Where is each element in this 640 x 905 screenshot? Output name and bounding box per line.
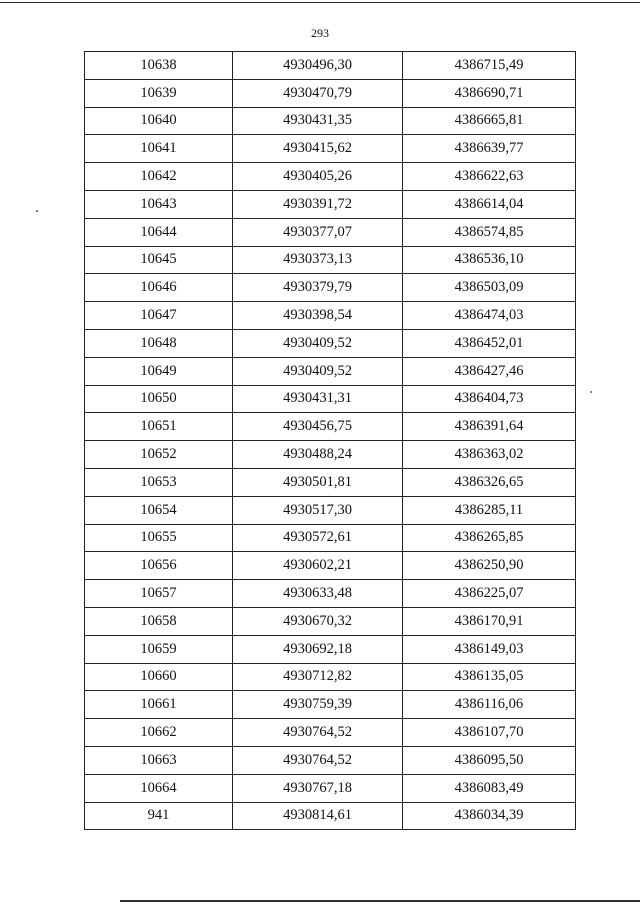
x-coordinate-cell: 4930377,07 xyxy=(233,218,403,246)
y-coordinate-cell: 4386574,85 xyxy=(403,218,576,246)
y-coordinate-cell: 4386265,85 xyxy=(403,524,576,552)
table-row xyxy=(85,329,576,357)
y-coordinate-cell: 4386503,09 xyxy=(403,274,576,302)
point-number-cell: 10652 xyxy=(85,441,233,469)
point-number-cell: 10638 xyxy=(85,52,233,80)
point-number-cell: 941 xyxy=(85,802,233,830)
point-number-cell: 10647 xyxy=(85,302,233,330)
x-coordinate-cell: 4930633,48 xyxy=(233,580,403,608)
table-row xyxy=(85,774,576,802)
x-coordinate-cell: 4930431,35 xyxy=(233,107,403,135)
y-coordinate-cell: 4386427,46 xyxy=(403,357,576,385)
x-coordinate-cell: 4930409,52 xyxy=(233,329,403,357)
table-row xyxy=(85,468,576,496)
x-coordinate-cell: 4930373,13 xyxy=(233,246,403,274)
y-coordinate-cell: 4386665,81 xyxy=(403,107,576,135)
point-number-cell: 10651 xyxy=(85,413,233,441)
table-row xyxy=(85,691,576,719)
point-number-cell: 10640 xyxy=(85,107,233,135)
table-row xyxy=(85,218,576,246)
table-row xyxy=(85,190,576,218)
x-coordinate-cell: 4930409,52 xyxy=(233,357,403,385)
y-coordinate-cell: 4386083,49 xyxy=(403,774,576,802)
table-row xyxy=(85,274,576,302)
table-row xyxy=(85,607,576,635)
x-coordinate-cell: 4930398,54 xyxy=(233,302,403,330)
point-number-cell: 10663 xyxy=(85,746,233,774)
y-coordinate-cell: 4386391,64 xyxy=(403,413,576,441)
point-number-cell: 10646 xyxy=(85,274,233,302)
y-coordinate-cell: 4386107,70 xyxy=(403,719,576,747)
table-row xyxy=(85,302,576,330)
y-coordinate-cell: 4386095,50 xyxy=(403,746,576,774)
table-row xyxy=(85,802,576,830)
point-number-cell: 10639 xyxy=(85,79,233,107)
table-row xyxy=(85,79,576,107)
point-number-cell: 10645 xyxy=(85,246,233,274)
point-number-cell: 10660 xyxy=(85,663,233,691)
x-coordinate-cell: 4930431,31 xyxy=(233,385,403,413)
scan-speck xyxy=(36,210,38,212)
x-coordinate-cell: 4930517,30 xyxy=(233,496,403,524)
table-row xyxy=(85,246,576,274)
table-row xyxy=(85,385,576,413)
table-row xyxy=(85,663,576,691)
table-row xyxy=(85,163,576,191)
point-number-cell: 10664 xyxy=(85,774,233,802)
x-coordinate-cell: 4930602,21 xyxy=(233,552,403,580)
point-number-cell: 10659 xyxy=(85,635,233,663)
y-coordinate-cell: 4386639,77 xyxy=(403,135,576,163)
x-coordinate-cell: 4930405,26 xyxy=(233,163,403,191)
y-coordinate-cell: 4386614,04 xyxy=(403,190,576,218)
y-coordinate-cell: 4386452,01 xyxy=(403,329,576,357)
x-coordinate-cell: 4930764,52 xyxy=(233,746,403,774)
y-coordinate-cell: 4386536,10 xyxy=(403,246,576,274)
y-coordinate-cell: 4386474,03 xyxy=(403,302,576,330)
y-coordinate-cell: 4386690,71 xyxy=(403,79,576,107)
scan-speck xyxy=(590,391,592,393)
table-row xyxy=(85,357,576,385)
point-number-cell: 10655 xyxy=(85,524,233,552)
point-number-cell: 10658 xyxy=(85,607,233,635)
table-row xyxy=(85,524,576,552)
table-row xyxy=(85,107,576,135)
x-coordinate-cell: 4930692,18 xyxy=(233,635,403,663)
table-row xyxy=(85,52,576,80)
table-row xyxy=(85,552,576,580)
x-coordinate-cell: 4930379,79 xyxy=(233,274,403,302)
table-row xyxy=(85,441,576,469)
x-coordinate-cell: 4930767,18 xyxy=(233,774,403,802)
y-coordinate-cell: 4386034,39 xyxy=(403,802,576,830)
x-coordinate-cell: 4930488,24 xyxy=(233,441,403,469)
y-coordinate-cell: 4386116,06 xyxy=(403,691,576,719)
coordinates-table xyxy=(84,51,576,830)
y-coordinate-cell: 4386363,02 xyxy=(403,441,576,469)
y-coordinate-cell: 4386225,07 xyxy=(403,580,576,608)
point-number-cell: 10644 xyxy=(85,218,233,246)
x-coordinate-cell: 4930470,79 xyxy=(233,79,403,107)
table-row xyxy=(85,496,576,524)
point-number-cell: 10656 xyxy=(85,552,233,580)
x-coordinate-cell: 4930670,32 xyxy=(233,607,403,635)
point-number-cell: 10643 xyxy=(85,190,233,218)
point-number-cell: 10661 xyxy=(85,691,233,719)
point-number-cell: 10662 xyxy=(85,719,233,747)
y-coordinate-cell: 4386250,90 xyxy=(403,552,576,580)
point-number-cell: 10654 xyxy=(85,496,233,524)
y-coordinate-cell: 4386326,65 xyxy=(403,468,576,496)
table-row xyxy=(85,719,576,747)
point-number-cell: 10642 xyxy=(85,163,233,191)
point-number-cell: 10649 xyxy=(85,357,233,385)
x-coordinate-cell: 4930501,81 xyxy=(233,468,403,496)
x-coordinate-cell: 4930572,61 xyxy=(233,524,403,552)
x-coordinate-cell: 4930456,75 xyxy=(233,413,403,441)
y-coordinate-cell: 4386285,11 xyxy=(403,496,576,524)
point-number-cell: 10641 xyxy=(85,135,233,163)
point-number-cell: 10653 xyxy=(85,468,233,496)
point-number-cell: 10650 xyxy=(85,385,233,413)
scan-edge-bottom xyxy=(120,900,640,902)
point-number-cell: 10657 xyxy=(85,580,233,608)
y-coordinate-cell: 4386404,73 xyxy=(403,385,576,413)
x-coordinate-cell: 4930391,72 xyxy=(233,190,403,218)
x-coordinate-cell: 4930764,52 xyxy=(233,719,403,747)
scan-edge-top xyxy=(0,2,640,3)
y-coordinate-cell: 4386170,91 xyxy=(403,607,576,635)
x-coordinate-cell: 4930759,39 xyxy=(233,691,403,719)
coordinates-table-body xyxy=(85,52,576,830)
y-coordinate-cell: 4386622,63 xyxy=(403,163,576,191)
x-coordinate-cell: 4930814,61 xyxy=(233,802,403,830)
y-coordinate-cell: 4386149,03 xyxy=(403,635,576,663)
x-coordinate-cell: 4930415,62 xyxy=(233,135,403,163)
y-coordinate-cell: 4386135,05 xyxy=(403,663,576,691)
table-row xyxy=(85,635,576,663)
point-number-cell: 10648 xyxy=(85,329,233,357)
table-row xyxy=(85,413,576,441)
page-number: 293 xyxy=(311,26,329,40)
table-row xyxy=(85,135,576,163)
table-row xyxy=(85,746,576,774)
x-coordinate-cell: 4930496,30 xyxy=(233,52,403,80)
y-coordinate-cell: 4386715,49 xyxy=(403,52,576,80)
table-row xyxy=(85,580,576,608)
x-coordinate-cell: 4930712,82 xyxy=(233,663,403,691)
